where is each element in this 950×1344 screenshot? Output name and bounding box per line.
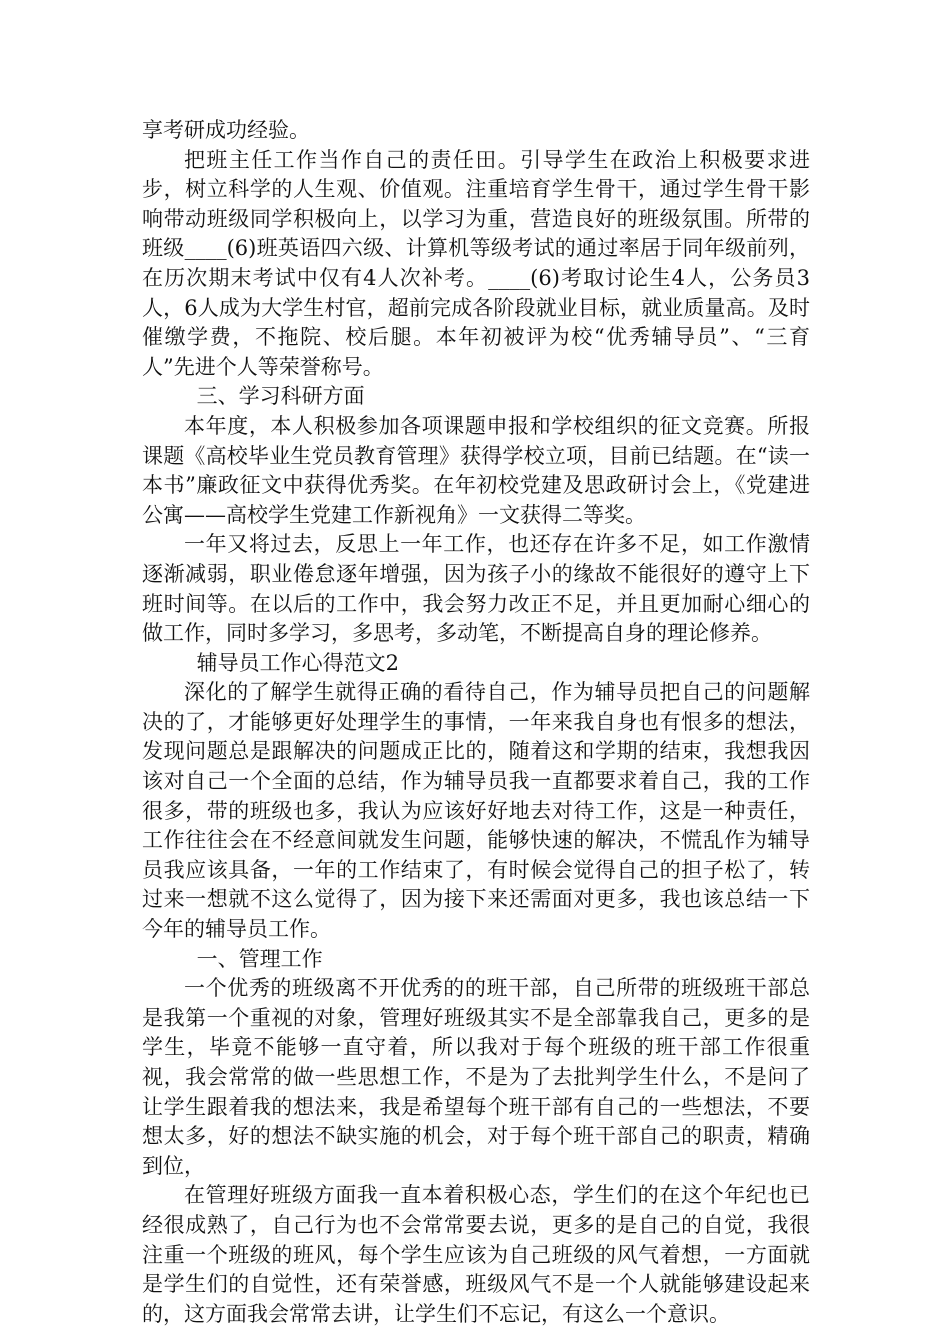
- article-heading-2: 辅导员工作心得范文2: [196, 650, 399, 675]
- paragraph-class-culture: 在管理好班级方面我一直本着积极心态，学生们的在这个年纪也已经很成熟了，自己行为也不会常常要去说，更多的是自己的自觉，我很注重一个班级的班风，每个学生应该为自己班级的风气着想，一方面就是学生们的自觉性，还有荣誉感，班级风气不是一个人就能够建设起来的，这方面我会常常去讲，让学生们不忘记，有这么一个意识。: [142, 1183, 810, 1326]
- section-heading-management: 一、管理工作: [196, 946, 323, 971]
- section-heading-research: 三、学习科研方面: [196, 384, 365, 409]
- paragraph-class-cadres: 一个优秀的班级离不开优秀的的班干部，自己所带的班级班干部总是我第一个重视的对象，管理好班级其实不是全部靠我自己，更多的是学生，毕竟不能够一直守着，所以我对于每个班级的班干部工作很重视，我会常常的做一些思想工作，不是为了去批判学生什么，不是问了让学生跟着我的想法来，我是希望每个班干部有自己的一些想法，不要想太多，好的想法不缺实施的机会，对于每个班干部自己的职责，精确到位，: [142, 976, 810, 1178]
- paragraph-reflection: 一年又将过去，反思上一年工作，也还存在许多不足，如工作激情逐渐减弱，职业倦怠逐年增强，因为孩子小的缘故不能很好的遵守上下班时间等。在以后的工作中，我会努力改正不足，并且更加耐心细心的做工作，同时多学习，多思考，多动笔，不断提高自身的理论修养。: [142, 532, 810, 646]
- paragraph-continuation: 享考研成功经验。: [142, 118, 310, 142]
- document-body: [142, 116, 810, 1329]
- paragraph-research: 本年度，本人积极参加各项课题申报和学校组织的征文竞赛。所报课题《高校毕业生党员教育管理》获得学校立项，目前已结题。在“读一本书”廉政征文中获得优秀奖。在年初校党建及思政研讨会上，《党建进公寓——高校学生党建工作新视角》一文获得二等奖。: [142, 413, 810, 527]
- paragraph-class-duties: 把班主任工作当作自己的责任田。引导学生在政治上积极要求进步，树立科学的人生观、价值观。注重培育学生骨干，通过学生骨干影响带动班级同学积极向上，以学习为重，营造良好的班级氛围。所带的班级____(6)班英语四六级、计算机等级考试的通过率居于同年级前列，在历次期末考试中仅有4人次补考。____(6)考取讨论生4人，公务员3人，6人成为大学生村官，超前完成各阶段就业目标，就业质量高。及时催缴学费，不拖院、校后腿。本年初被评为校“优秀辅导员”、“三育人”先进个人等荣誉称号。: [142, 147, 810, 379]
- paragraph-intro-2: 深化的了解学生就得正确的看待自己，作为辅导员把自己的问题解决的了，才能够更好处理学生的事情，一年来我自身也有恨多的想法，发现问题总是跟解决的问题成正比的，随着这和学期的结束，我想我因该对自己一个全面的总结，作为辅导员我一直都要求着自己，我的工作很多，带的班级也多，我认为应该好好地去对待工作，这是一种责任，工作往往会在不经意间就发生问题，能够快速的解决，不慌乱作为辅导员我应该具备，一年的工作结束了，有时候会觉得自己的担子松了，转过来一想就不这么觉得了，因为接下来还需面对更多，我也该总结一下今年的辅导员工作。: [142, 680, 810, 942]
